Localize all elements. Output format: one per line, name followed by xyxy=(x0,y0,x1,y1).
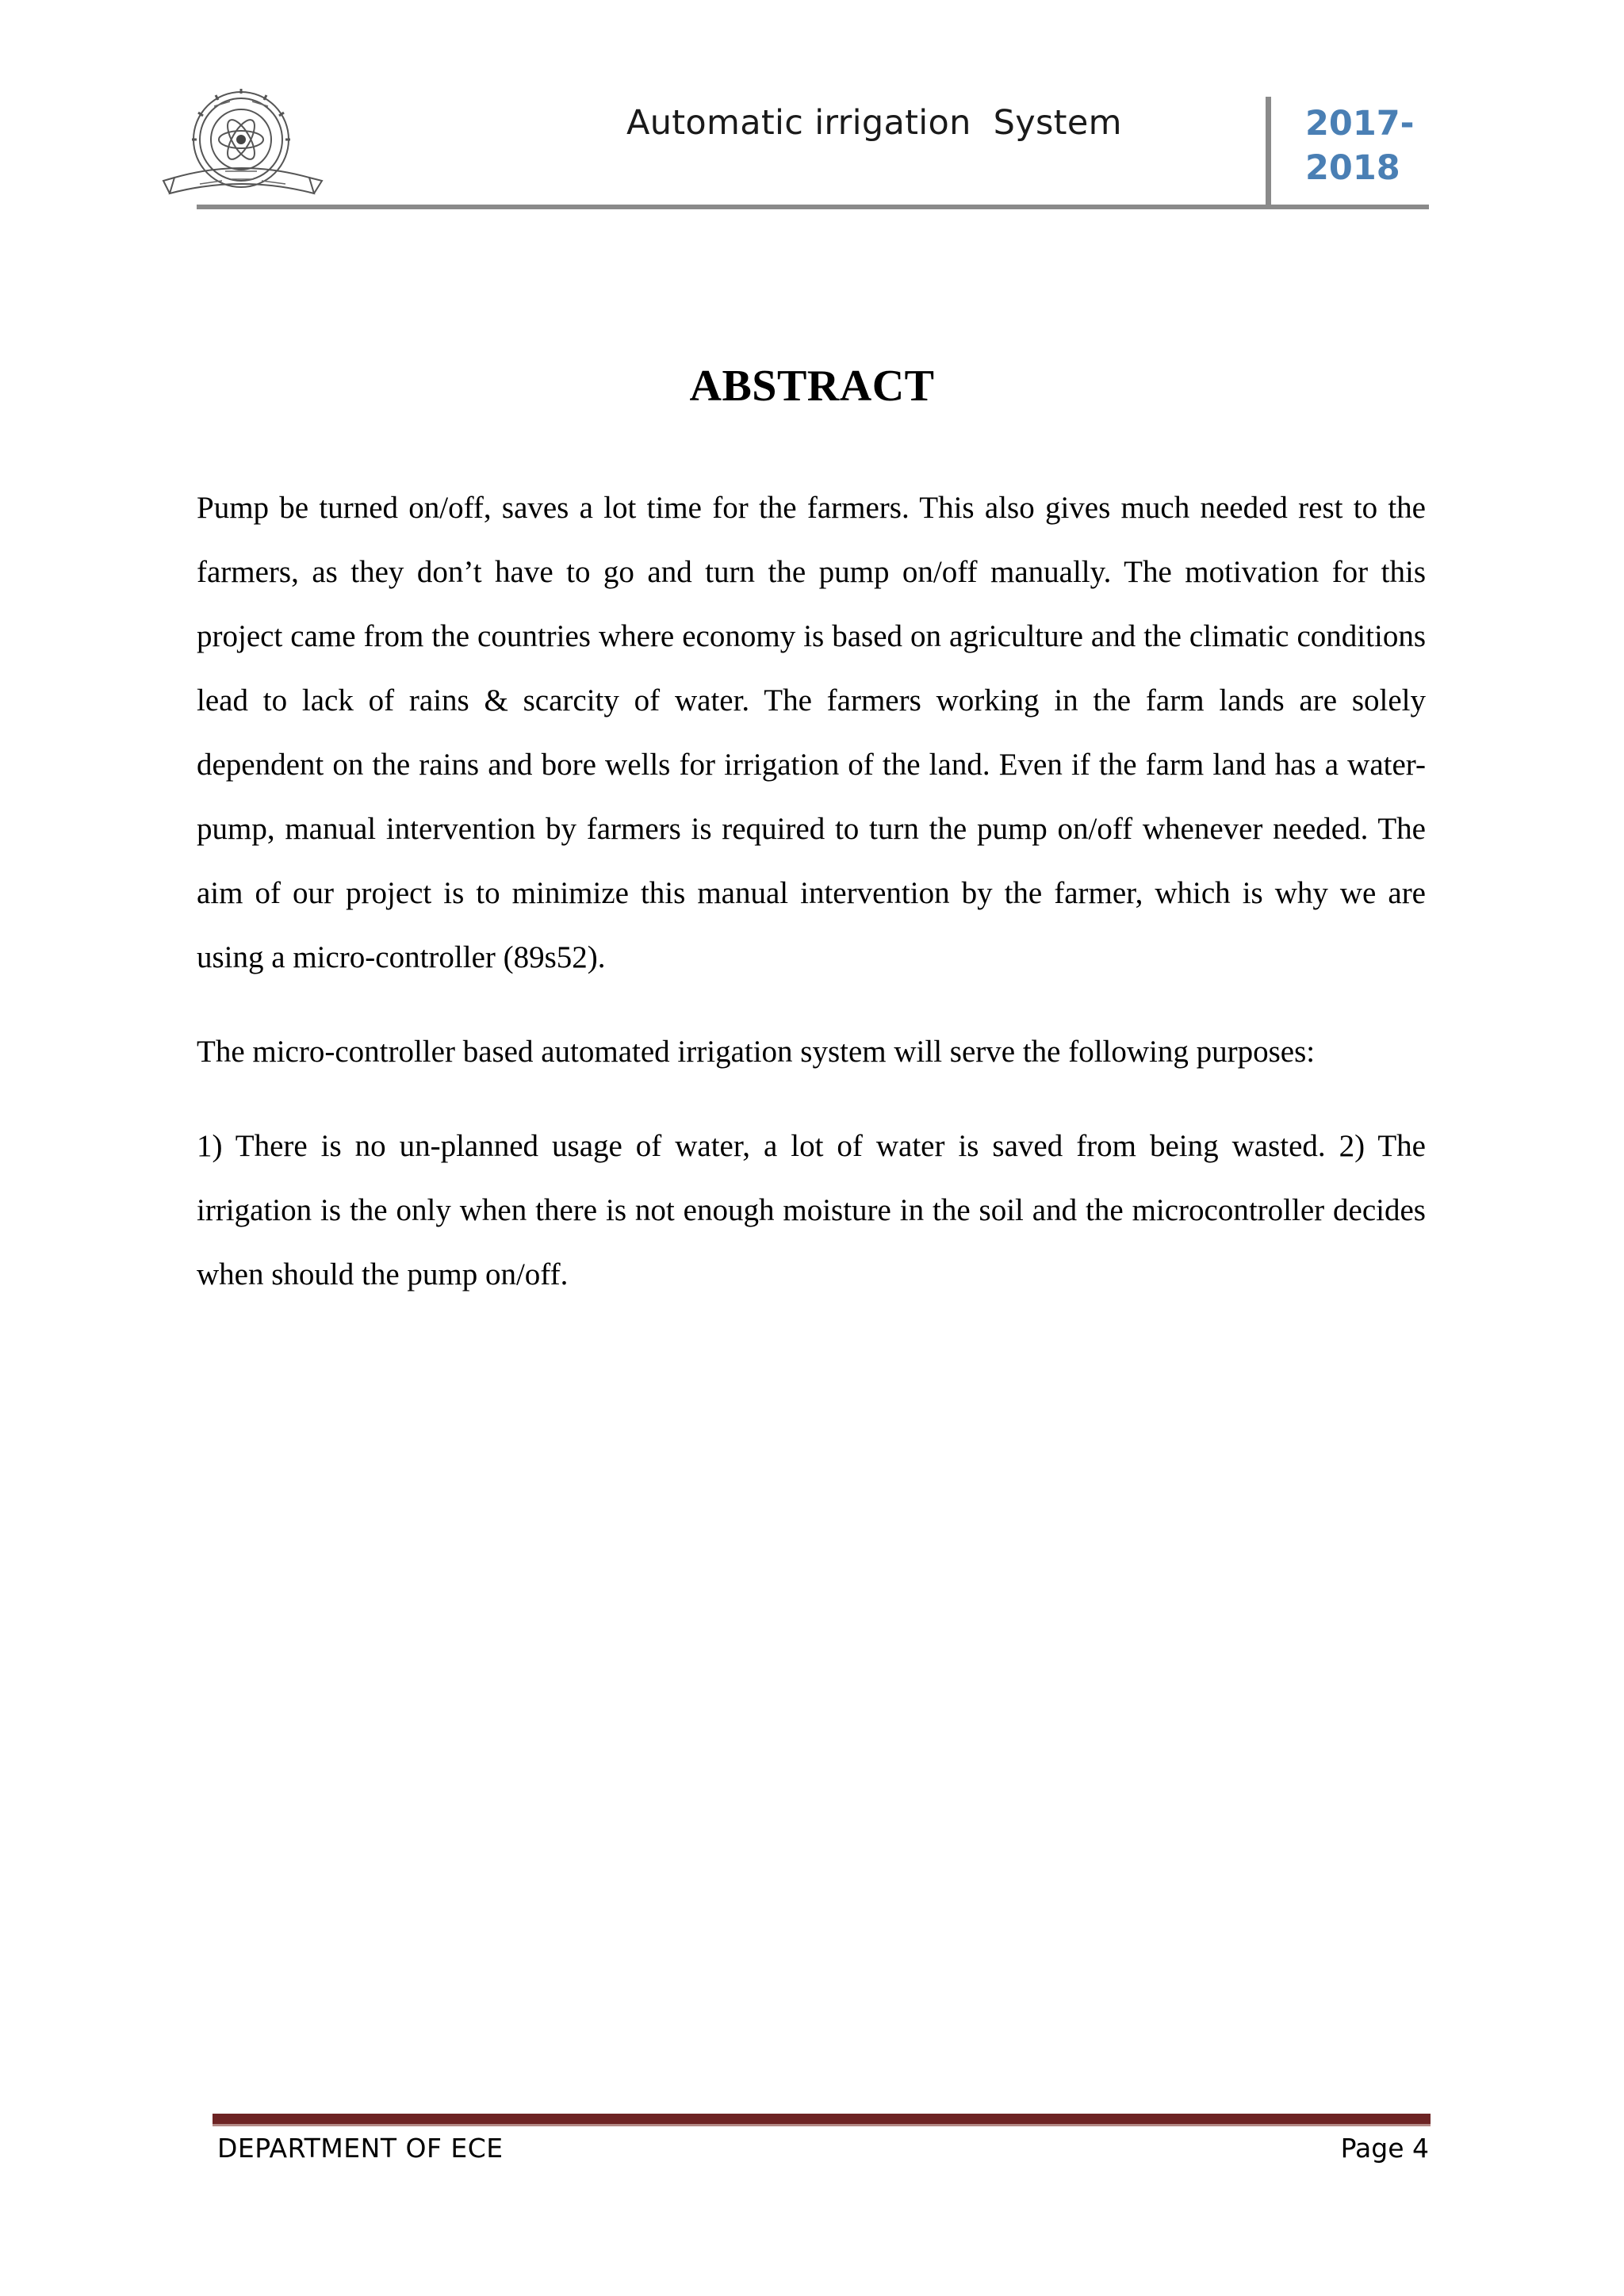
header-rule xyxy=(197,205,1429,209)
academic-year-end: 2018 xyxy=(1305,148,1400,188)
academic-year xyxy=(1305,101,1432,190)
college-emblem-seal-icon xyxy=(159,82,328,203)
purposes-list: 1) There is no un-planned usage of water, a lot of water is saved from being wasted. 2) The irrigation is the only when there is not enough moisture in the soil and the microcontroller decides when should the pump on/off. xyxy=(197,1129,1426,1292)
section-heading: ABSTRACT xyxy=(689,362,935,411)
footer-rule xyxy=(213,2114,1431,2126)
purposes-intro: The micro-controller based automated irrigation system will serve the following purposes: xyxy=(197,1035,1316,1069)
department-name: DEPARTMENT OF ECE xyxy=(217,2133,504,2164)
header-vertical-divider xyxy=(1266,97,1271,208)
abstract-paragraph: Pump be turned on/off, saves a lot time for the farmers. This also gives much needed rest to the farmers, as they don’t have to go and turn the pump on/off manually. The motivation for this project came from the countries where economy is based on agriculture and the climatic conditions lead to lack of rains & scarcity of water. The farmers working in the farm lands are solely dependent on the rains and bore wells for irrigation of the land. Even if the farm land has a water-pump, manual intervention by farmers is required to turn the pump on/off whenever needed. The aim of our project is to minimize this manual intervention by the farmer, which is why we are using a micro-controller (89s52). xyxy=(197,491,1426,974)
abstract-body xyxy=(197,476,1426,1337)
academic-year-start: 2017- xyxy=(1305,104,1415,144)
document-title: Automatic irrigation System xyxy=(626,103,1122,143)
page-number: Page 4 xyxy=(1340,2133,1429,2164)
